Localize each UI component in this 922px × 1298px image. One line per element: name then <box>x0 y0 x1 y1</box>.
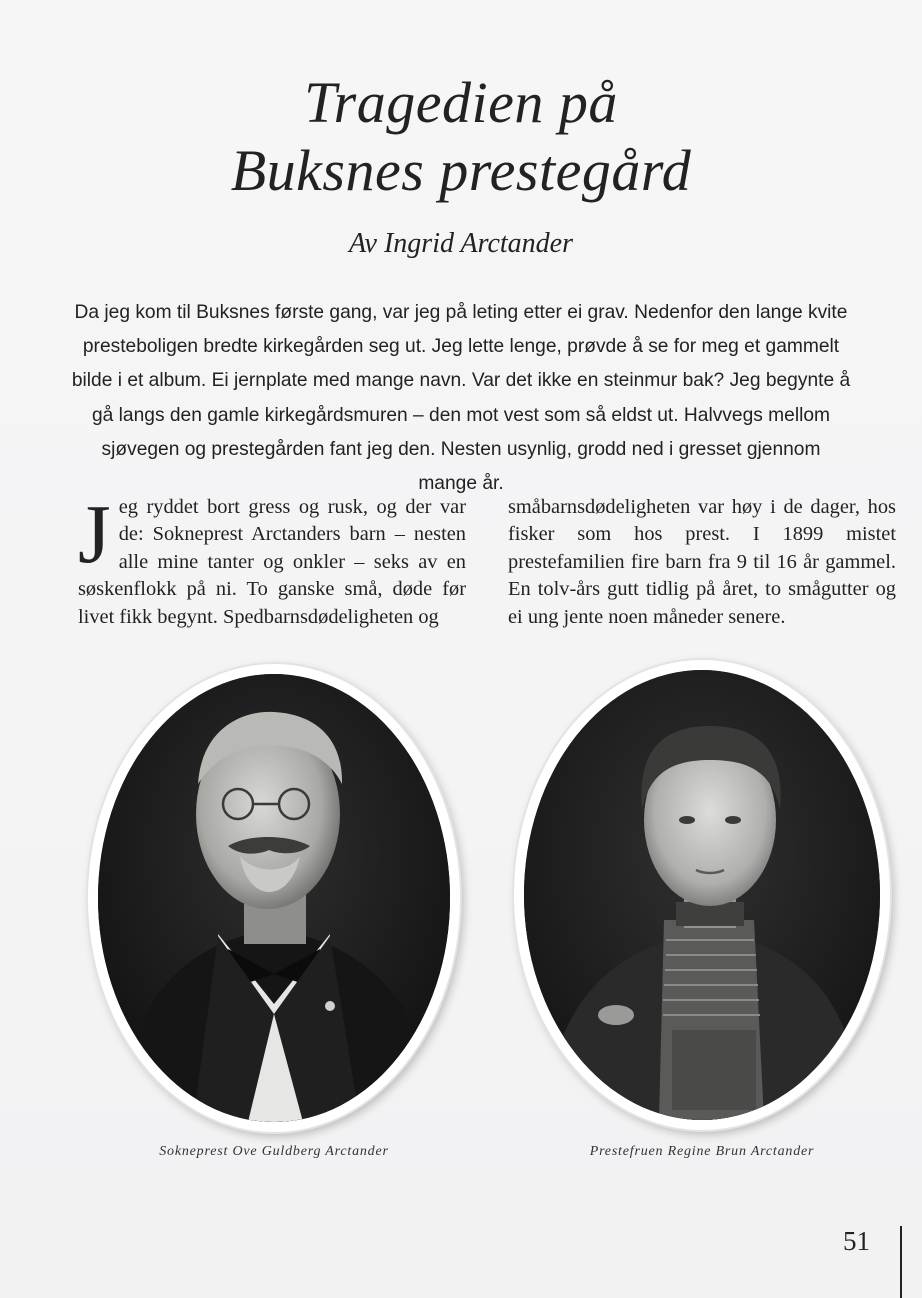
page-number: 51 <box>843 1226 870 1256</box>
portrait-photo-woman <box>524 670 880 1120</box>
drop-cap: J <box>78 488 111 581</box>
page-edge-rule <box>900 1226 902 1298</box>
body-column-left <box>78 488 466 631</box>
portrait-frame-man <box>88 664 460 1132</box>
article-title-line-1: Tragedien på <box>304 70 618 135</box>
photo-caption-man: Sokneprest Ove Guldberg Arctander <box>159 1144 389 1159</box>
body-column-right <box>508 494 896 631</box>
article-intro: Da jeg kom til Buksnes første gang, var jeg på leting etter ei grav. Nedenfor den lange kvite presteboligen bredte kirkegården seg ut. Jeg lette lenge, prøvde å se for meg et gammelt bilde i et album. Ei jernplate med mange navn. Var det ikke en steinmur bak? Jeg begynte å gå langs den gamle kirkegårdsmuren – den mot vest som så eldst ut. Halvvegs mellom sjøvegen og prestegården fant jeg den. Nesten usynlig, grodd ned i gresset gjennom mange år. <box>71 302 851 495</box>
article-byline: Av Ingrid Arctander <box>349 228 573 259</box>
photo-caption-woman: Prestefruen Regine Brun Arctander <box>589 1144 815 1159</box>
portrait-photo-man <box>98 674 450 1122</box>
body-text-left: eg ryddet bort gress og rusk, og der var de: Sokneprest Arctanders barn – nesten alle mine tanter og onkler – seks av en søskenflokk på ni. To ganske små, døde før livet fikk begynt. Spedbarnsdødeligheten og <box>78 496 466 628</box>
body-text-right: småbarnsdødeligheten var høy i de dager, hos fisker som hos prest. I 1899 mistet prestefamilien fire barn fra 9 til 16 år gammel. En tolv-års gutt tidlig på året, to smågutter og ei ung jente noen måneder senere. <box>508 496 896 628</box>
article-title-line-2: Buksnes prestegård <box>230 138 692 203</box>
portrait-frame-woman <box>514 660 890 1130</box>
